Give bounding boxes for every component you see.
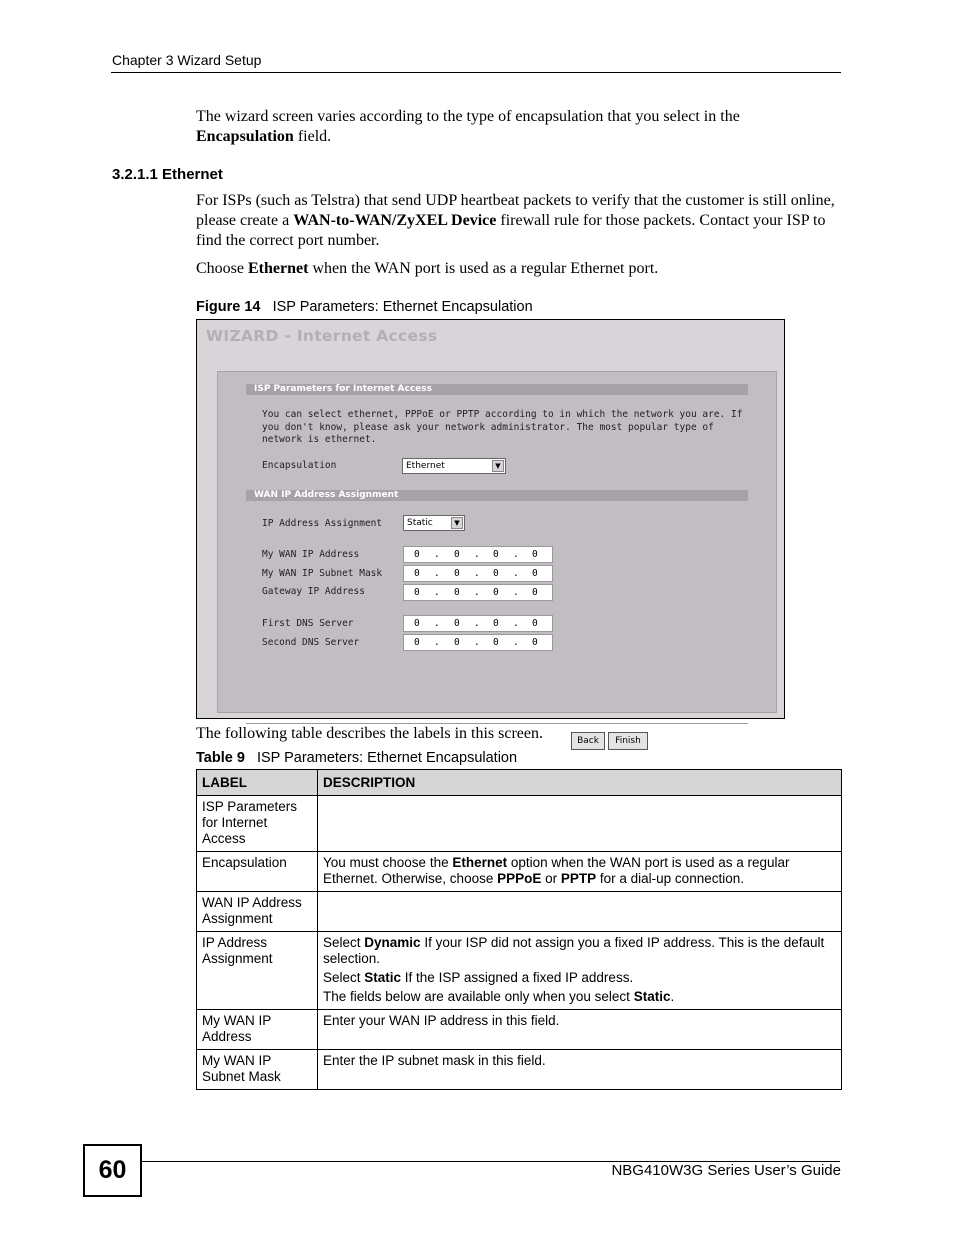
dot: . [434,587,440,598]
desc-bold: PPPoE [497,871,542,886]
desc-text: or [541,871,561,886]
chevron-down-icon: ▼ [451,517,463,529]
figure-caption [196,299,533,315]
desc-paragraph [323,989,836,1005]
desc-text: option when the WAN port is used as a regular Ethernet. Otherwise, choose [323,855,790,886]
octet: 0 [532,568,538,579]
table-caption-label: Table 9 [196,750,245,766]
desc-bold: Static [633,989,671,1004]
table-row [197,852,842,892]
octet: 0 [493,618,499,629]
table-row [197,1050,842,1090]
isp-text-2: firewall rule for those packets. Contact your ISP to find the correct port number. [196,212,826,249]
table-intro: The following table describes the labels in this screen. [196,725,544,742]
second-dns-label: Second DNS Server [262,637,360,648]
desc-paragraph [323,970,836,986]
description-table [196,769,842,1090]
desc-bold: Static [364,970,402,985]
octet: 0 [414,618,420,629]
desc-text: Select [323,970,365,985]
wizard-title: WIZARD - Internet Access [206,327,438,345]
octet: 0 [454,549,460,560]
dot: . [513,568,519,579]
dot: . [513,637,519,648]
encapsulation-value: Ethernet [406,461,445,471]
first-dns-label: First DNS Server [262,618,354,629]
second-dns-input[interactable] [403,634,553,651]
ip-assignment-value: Static [407,518,433,528]
encapsulation-select[interactable] [402,458,506,474]
dot: . [434,618,440,629]
wizard-note: You can select ethernet, PPPoE or PPTP according to in which the network you are. If you don't know, please ask your network administrator. The most popular type of network is ethernet. [262,409,743,445]
wan-ip-input[interactable] [403,546,553,563]
column-header: DESCRIPTION [318,770,842,796]
guide-title: NBG410W3G Series User’s Guide [611,1162,841,1179]
chevron-down-icon: ▼ [492,460,504,472]
gateway-input[interactable] [403,584,553,601]
dot: . [513,587,519,598]
column-header: LABEL [197,770,318,796]
isp-bold: WAN-to-WAN/ZyXEL Device [293,212,497,229]
octet: 0 [532,587,538,598]
row-label: My WAN IP Subnet Mask [197,1050,318,1090]
octet: 0 [493,587,499,598]
octet: 0 [493,637,499,648]
row-label: WAN IP Address Assignment [197,892,318,932]
octet: 0 [532,618,538,629]
ip-assignment-select[interactable] [403,515,465,531]
intro-text-2: field. [293,128,332,145]
row-description: Enter your WAN IP address in this field. [318,1010,842,1050]
octet: 0 [532,637,538,648]
row-label: IP Address Assignment [197,932,318,1010]
octet: 0 [454,587,460,598]
octet: 0 [414,587,420,598]
table-row [197,932,842,1010]
dot: . [513,618,519,629]
row-description [318,852,842,892]
isp-paragraph [196,191,841,251]
desc-text: The fields below are available only when you select [323,989,634,1004]
wan-ip-assignment-bar: WAN IP Address Assignment [246,490,748,501]
gateway-label: Gateway IP Address [262,586,365,597]
choose-paragraph [196,259,841,279]
table-row [197,892,842,932]
dot: . [474,549,480,560]
dot: . [474,637,480,648]
row-description [318,932,842,1010]
dot: . [474,618,480,629]
desc-text: Select [323,935,365,950]
octet: 0 [454,618,460,629]
intro-bold: Encapsulation [196,128,294,145]
figure-caption-label: Figure 14 [196,299,261,315]
desc-text: If your ISP did not assign you a fixed IP address. This is the default selection. [323,935,825,966]
finish-button[interactable]: Finish [608,732,648,750]
table-caption-text: ISP Parameters: Ethernet Encapsulation [256,750,518,766]
subnet-mask-input[interactable] [403,565,553,582]
table-header-row [197,770,842,796]
octet: 0 [493,549,499,560]
dot: . [434,637,440,648]
back-button[interactable]: Back [571,732,605,750]
octet: 0 [414,568,420,579]
ip-assignment-label: IP Address Assignment [262,518,383,529]
figure-caption-text: ISP Parameters: Ethernet Encapsulation [272,299,533,315]
dot: . [434,568,440,579]
octet: 0 [454,637,460,648]
wan-ip-label: My WAN IP Address [262,549,360,560]
table-row [197,1010,842,1050]
desc-bold: PPTP [560,871,597,886]
row-description [318,796,842,852]
desc-text: . [670,989,675,1004]
chapter-header: Chapter 3 Wizard Setup [112,52,262,68]
row-description: Enter the IP subnet mask in this field. [318,1050,842,1090]
dot: . [434,549,440,560]
octet: 0 [532,549,538,560]
dot: . [513,549,519,560]
table-caption [196,750,517,766]
desc-paragraph [323,935,836,967]
dot: . [474,587,480,598]
desc-text: You must choose the [323,855,453,870]
desc-bold: Dynamic [364,935,421,950]
desc-text: If the ISP assigned a fixed IP address. [401,970,634,985]
encapsulation-label: Encapsulation [262,460,337,471]
intro-text-1: The wizard screen varies according to the type of encapsulation that you select in the [196,108,740,125]
choose-bold: Ethernet [248,260,309,277]
row-label: My WAN IP Address [197,1010,318,1050]
octet: 0 [414,637,420,648]
row-description [318,892,842,932]
desc-bold: Ethernet [452,855,508,870]
choose-text-2: when the WAN port is used as a regular Ethernet port. [308,260,659,277]
row-label: Encapsulation [197,852,318,892]
page-number: 60 [83,1144,142,1197]
section-heading: 3.2.1.1 Ethernet [112,166,223,183]
table-row [197,796,842,852]
dot: . [474,568,480,579]
desc-text: for a dial-up connection. [596,871,744,886]
octet: 0 [493,568,499,579]
isp-parameters-bar: ISP Parameters for Internet Access [246,384,748,395]
octet: 0 [414,549,420,560]
first-dns-input[interactable] [403,615,553,632]
row-label: ISP Parameters for Internet Access [197,796,318,852]
intro-paragraph [196,107,841,147]
choose-text-1: Choose [196,260,248,277]
header-divider [111,72,841,73]
isp-text-1: For ISPs (such as Telstra) that send UDP heartbeat packets to verify that the customer is still online, please create a [196,192,835,229]
subnet-mask-label: My WAN IP Subnet Mask [262,568,383,579]
octet: 0 [454,568,460,579]
